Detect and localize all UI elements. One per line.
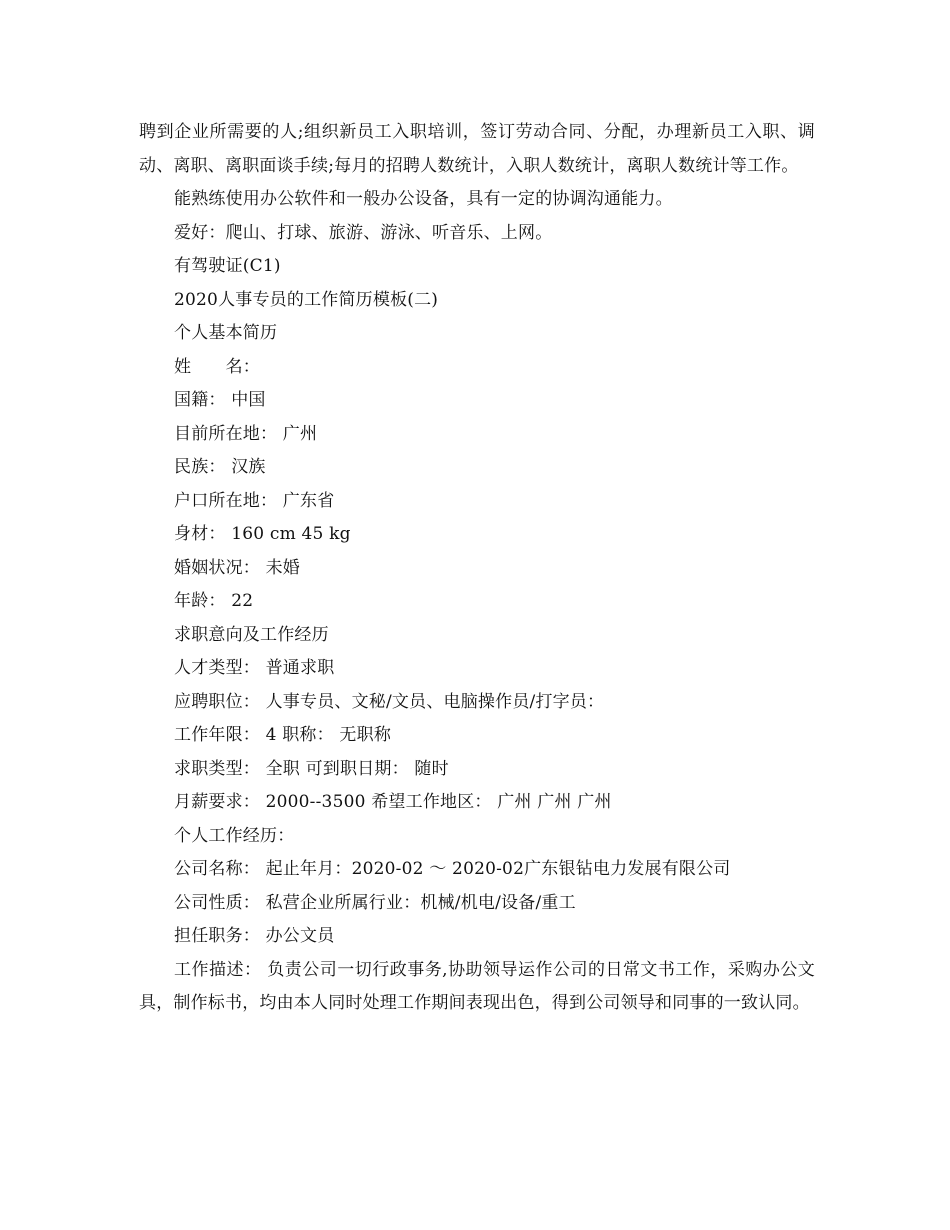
section-title-work-experience: 个人工作经历： — [174, 825, 295, 846]
field-work-years-title: 工作年限： 4 职称： 无职称 — [174, 725, 392, 745]
field-household-registration: 户口所在地： 广东省 — [174, 490, 335, 511]
field-nationality: 国籍： 中国 — [174, 390, 266, 410]
field-marital-status: 婚姻状况： 未婚 — [174, 557, 301, 578]
paragraph-driving-license: 有驾驶证(C1) — [174, 256, 281, 276]
document-body — [139, 116, 815, 1021]
field-current-location: 目前所在地： 广州 — [174, 423, 318, 444]
field-age: 年龄： 22 — [174, 591, 254, 611]
field-applied-position: 应聘职位： 人事专员、文秘/文员、电脑操作员/打字员： — [174, 691, 605, 712]
field-company-nature-industry: 公司性质： 私营企业所属行业：机械/机电/设备/重工 — [174, 892, 576, 913]
section-title-resume-template: 2020人事专员的工作简历模板(二) — [174, 289, 439, 310]
paragraph-office-skills: 能熟练使用办公软件和一般办公设备，具有一定的协调沟通能力。 — [174, 189, 673, 209]
field-position-held: 担任职务： 办公文员 — [174, 926, 335, 946]
paragraph-hobbies: 爱好：爬山、打球、旅游、游泳、听音乐、上网。 — [174, 222, 553, 243]
field-ethnicity: 民族： 汉族 — [174, 457, 266, 477]
section-title-basic-resume: 个人基本简历 — [174, 323, 278, 343]
field-talent-type: 人才类型： 普通求职 — [174, 658, 335, 678]
field-job-type-availability: 求职类型： 全职 可到职日期： 随时 — [174, 758, 449, 779]
field-name: 姓 名： — [174, 356, 260, 377]
field-company-name-period: 公司名称： 起止年月：2020-02 ～ 2020-02广东银钻电力发展有限公司 — [174, 859, 731, 879]
field-height-weight: 身材： 160 cm 45 kg — [174, 524, 351, 544]
section-title-job-intention: 求职意向及工作经历 — [174, 624, 329, 645]
field-salary-location: 月薪要求： 2000--3500 希望工作地区： 广州 广州 广州 — [174, 792, 612, 812]
paragraph-recruitment-duties: 聘到企业所需要的人;组织新员工入职培训，签订劳动合同、分配，办理新员工入职、调动、离职、离职面谈手续;每月的招聘人数统计，入职人数统计，离职人数统计等工作。 — [139, 122, 815, 176]
paragraph-job-description: 工作描述： 负责公司一切行政事务,协助领导运作公司的日常文书工作，采购办公文具，制作标书，均由本人同时处理工作期间表现出色，得到公司领导和同事的一致认同。 — [139, 959, 815, 1013]
